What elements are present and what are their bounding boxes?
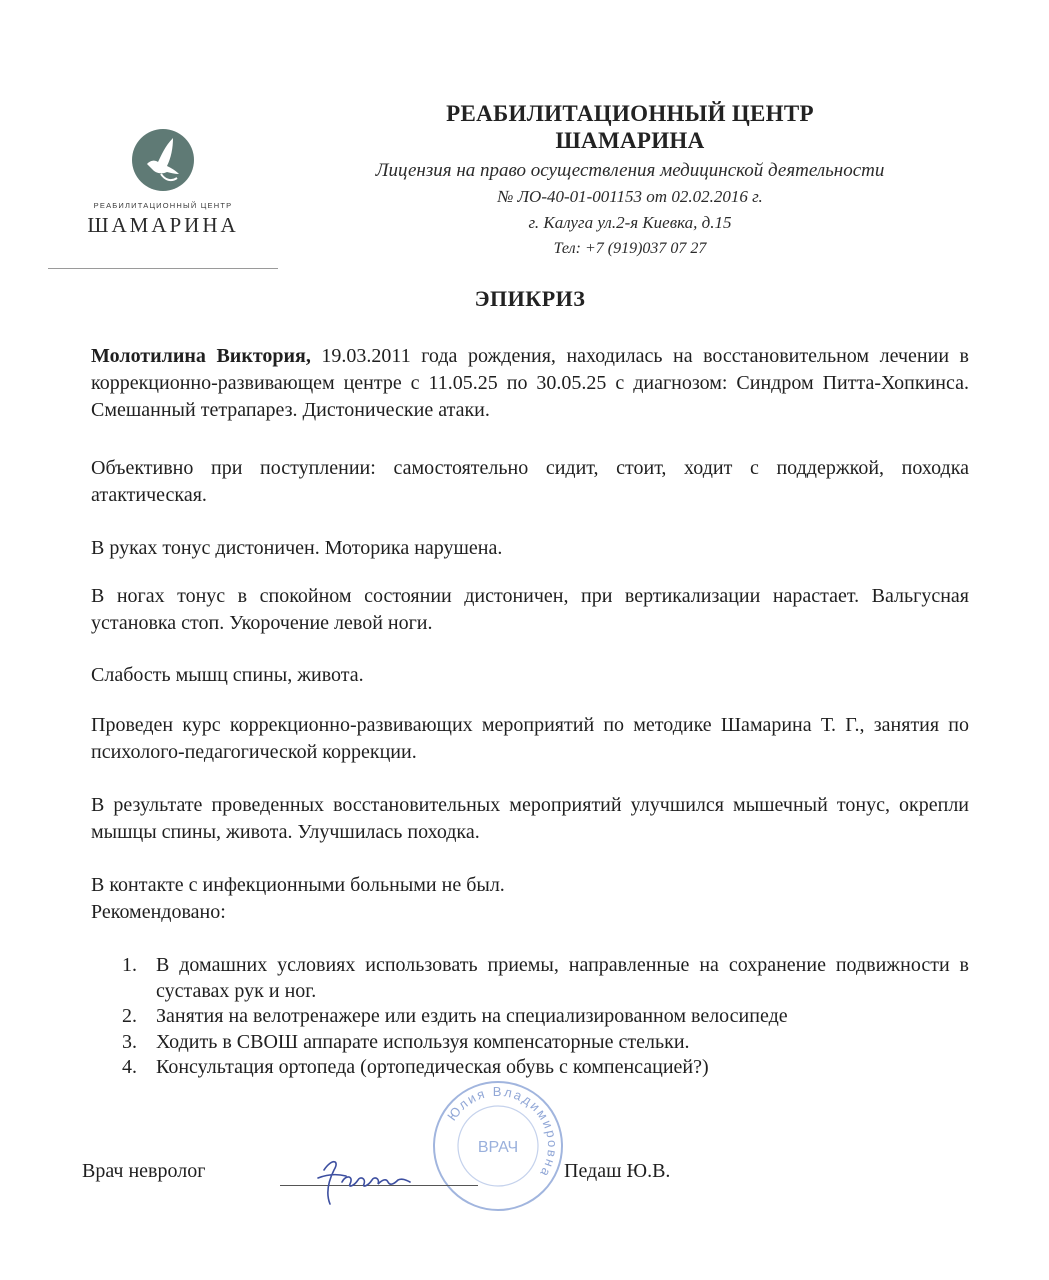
- recommendation-item: [118, 953, 969, 1004]
- item-text: Ходить в СВОШ аппарате используя компенсаторные стельки.: [156, 1030, 690, 1053]
- intro-paragraph: [91, 343, 969, 424]
- legs-paragraph: [91, 583, 969, 637]
- contact-text: В контакте с инфекционными больными не был.: [91, 874, 505, 896]
- objective-paragraph: [91, 455, 969, 509]
- letterhead: [330, 100, 930, 262]
- document-title: ЭПИКРИЗ: [474, 286, 586, 311]
- license-text: Лицензия на право осуществления медицинской деятельности: [375, 160, 885, 181]
- weakness-text: Слабость мышц спины, живота.: [91, 664, 364, 686]
- patient-name: Молотилина Виктория,: [91, 345, 311, 367]
- result-paragraph: [91, 792, 969, 846]
- signer-position: Врач невролог: [82, 1160, 206, 1182]
- handwritten-signature: [310, 1148, 430, 1208]
- item-text: Занятия на велотренажере или ездить на специализированном велосипеде: [156, 1005, 788, 1027]
- course-text: Проведен курс коррекционно-развивающих мероприятий по методике Шамарина Т. Г., занятия по психолого-педагогической коррекции.: [91, 714, 969, 763]
- logo: [48, 120, 278, 238]
- hands-text: В руках тонус дистоничен. Моторика нарушена.: [91, 537, 503, 559]
- stamp-center-text: ВРАЧ: [477, 1139, 519, 1156]
- weakness-paragraph: [91, 662, 969, 689]
- doctor-name: Педаш Ю.В.: [564, 1160, 671, 1182]
- recommendation-item: [118, 1030, 969, 1056]
- intro-text: 19.03.2011 года рождения, находилась на восстановительном лечении в коррекционно-развивающем центре с 11.05.25 по 30.05.25 с диагнозом: Синдром Питта-Хопкинса. Смешанный тетрапарез. Дистонические атаки.: [91, 345, 969, 421]
- legs-text: В ногах тонус в спокойном состоянии дистоничен, при вертикализации нарастает. Вальгусная установка стоп. Укорочение левой ноги.: [91, 585, 969, 634]
- item-number: 2.: [122, 1005, 137, 1027]
- phone: Тел: +7 (919)037 07 27: [553, 240, 707, 257]
- doctor-stamp: [430, 1078, 566, 1214]
- org-name-line-2: ШАМАРИНА: [555, 128, 705, 153]
- hands-paragraph: [91, 535, 969, 562]
- item-text: В домашних условиях использовать приемы, направленные на сохранение подвижности в суставах рук и ног.: [156, 954, 969, 1002]
- result-text: В результате проведенных восстановительных мероприятий улучшился мышечный тонус, окрепли мышцы спины, живота. Улучшилась походка.: [91, 794, 969, 843]
- recommendation-item: [118, 1055, 969, 1081]
- logo-divider: [48, 268, 278, 269]
- contact-paragraph: [91, 872, 969, 926]
- item-number: 1.: [122, 954, 137, 976]
- recommended-label: Рекомендовано:: [91, 901, 226, 923]
- item-text: Консультация ортопеда (ортопедическая обувь с компенсацией?): [156, 1056, 709, 1078]
- license-number: № ЛО-40-01-001153 от 02.02.2016 г.: [497, 187, 763, 206]
- logo-small-text: РЕАБИЛИТАЦИОННЫЙ ЦЕНТР: [93, 201, 233, 210]
- org-name-line-1: РЕАБИЛИТАЦИОННЫЙ ЦЕНТР: [446, 101, 814, 126]
- recommendations-list: [118, 953, 969, 1081]
- objective-text: Объективно при поступлении: самостоятельно сидит, стоит, ходит с поддержкой, походка атактическая.: [91, 457, 969, 506]
- recommendation-item: [118, 1004, 969, 1030]
- svg-text:Юлия Владимировна: [444, 1084, 560, 1181]
- stamp-ring-text: Юлия Владимировна: [444, 1083, 561, 1181]
- course-paragraph: [91, 712, 969, 766]
- item-number: 3.: [122, 1030, 137, 1053]
- item-number: 4.: [122, 1056, 137, 1078]
- logo-big-text: ШАМАРИНА: [87, 213, 239, 237]
- dove-in-circle-icon: [131, 128, 195, 192]
- address: г. Калуга ул.2-я Киевка, д.15: [528, 213, 732, 232]
